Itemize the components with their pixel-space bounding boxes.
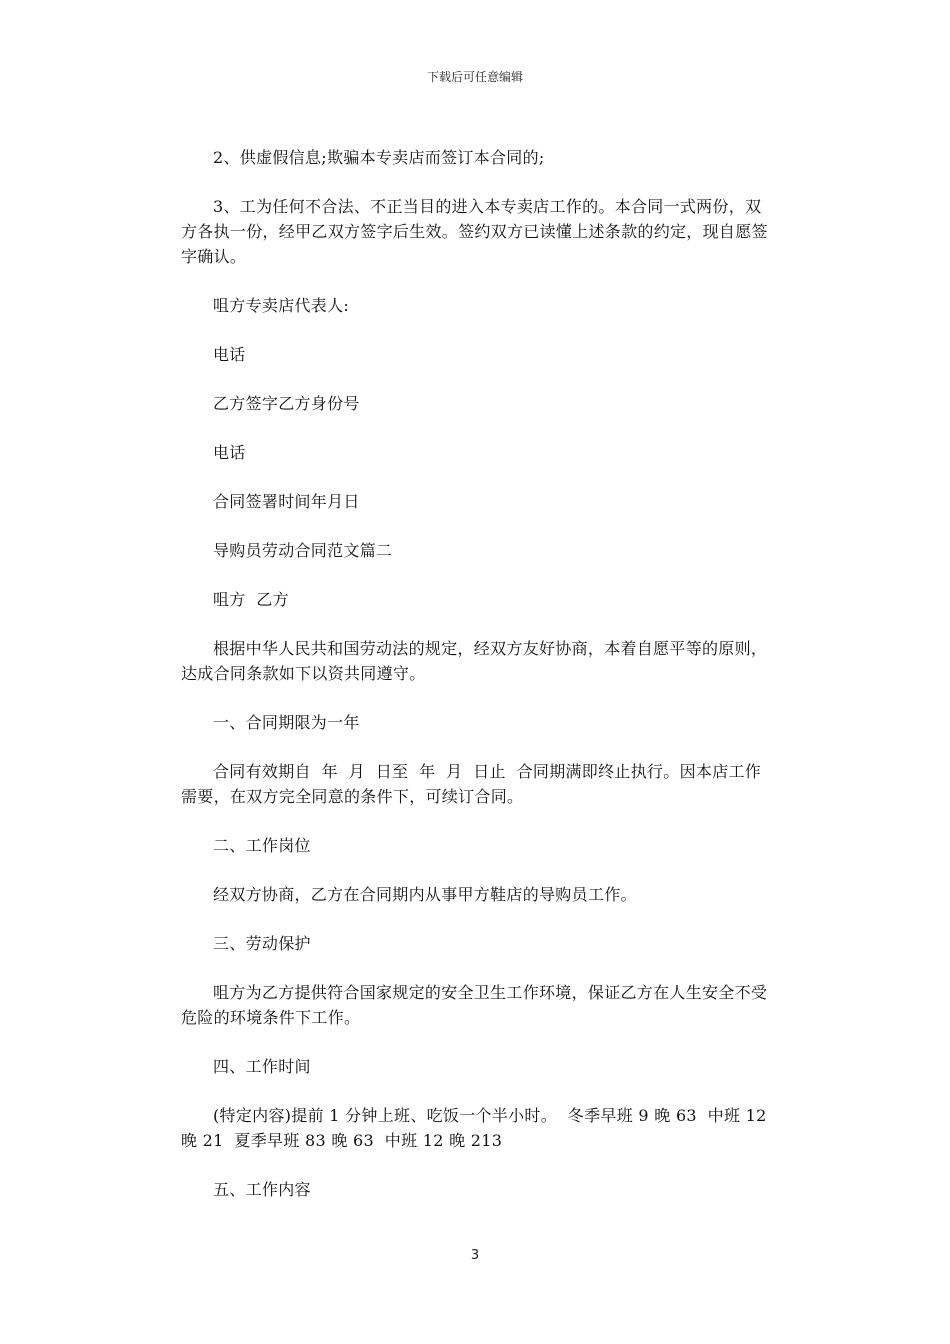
paragraph-phone-b: 电话 xyxy=(213,443,246,462)
heading-contract-term: 一、合同期限为一年 xyxy=(213,713,360,732)
paragraph-labor-protection: 咀方为乙方提供符合国家规定的安全卫生工作环境，保证乙方在人生安全不受危险的环境条件下工作。 xyxy=(181,983,768,1027)
heading-labor-protection: 三、劳动保护 xyxy=(213,934,311,953)
paragraph-preamble: 根据中华人民共和国劳动法的规定，经双方友好协商，本着自愿平等的原则，达成合同条款如下以资共同遵守。 xyxy=(181,639,768,683)
document-body xyxy=(181,145,773,1226)
paragraph-clause-3: 3、工为任何不合法、不正当目的进入本专卖店工作的。本合同一式两份，双方各执一份，经甲乙双方签字后生效。签约双方已读懂上述条款的约定，现自愿签字确认。 xyxy=(181,197,768,266)
paragraph-parties: 咀方 乙方 xyxy=(213,590,289,609)
paragraph-party-b-signature: 乙方签字乙方身份号 xyxy=(213,394,360,413)
paragraph-contract-term: 合同有效期自 年 月 日至 年 月 日止 合同期满即终止执行。因本店工作需要，在双方完全同意的条件下，可续订合同。 xyxy=(181,762,762,806)
paragraph-job-position: 经双方协商，乙方在合同期内从事甲方鞋店的导购员工作。 xyxy=(213,885,637,904)
page-header: 下载后可任意编辑 xyxy=(426,70,523,84)
heading-job-position: 二、工作岗位 xyxy=(213,836,311,855)
paragraph-sign-date: 合同签署时间年月日 xyxy=(213,492,360,511)
heading-working-hours: 四、工作时间 xyxy=(213,1057,311,1076)
heading-job-content: 五、工作内容 xyxy=(213,1180,311,1199)
section-title-part-two: 导购员劳动合同范文篇二 xyxy=(213,541,393,560)
page-number: 3 xyxy=(470,1248,480,1263)
paragraph-working-hours: (特定内容)提前 1 分钟上班、吃饭一个半小时。 冬季早班 9 晚 63 中班 12 晚 21 夏季早班 83 晚 63 中班 12 晚 213 xyxy=(181,1106,773,1150)
paragraph-party-a-rep: 咀方专卖店代表人: xyxy=(213,296,350,315)
paragraph-clause-2: 2、供虚假信息;欺骗本专卖店而签订本合同的; xyxy=(213,148,545,167)
paragraph-phone-a: 电话 xyxy=(213,345,246,364)
